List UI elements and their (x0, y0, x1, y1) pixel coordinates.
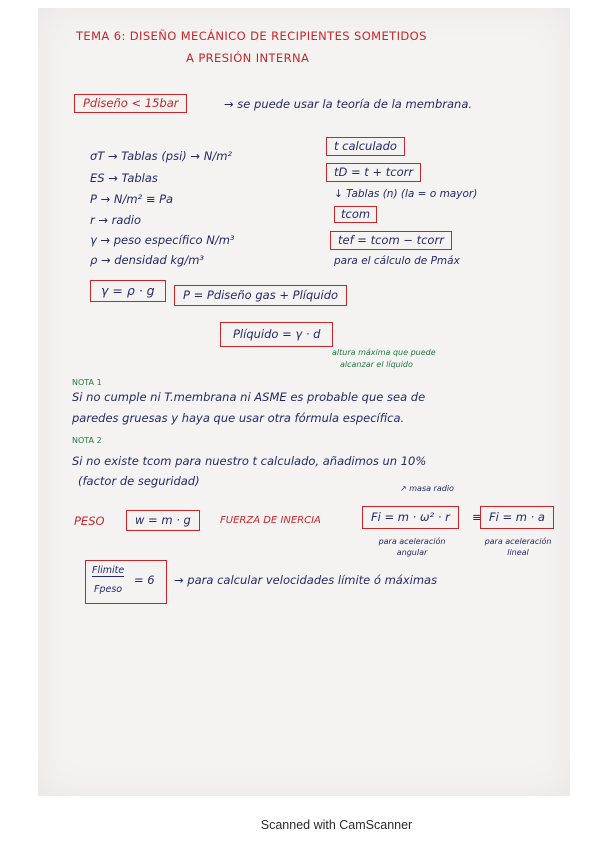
lineal-note-line-1: para aceleración (484, 537, 552, 546)
limit-ratio-numerator: Flimite (92, 565, 125, 576)
limit-ratio-box (85, 560, 167, 604)
equivalence-symbol: ≡ (472, 510, 482, 524)
lineal-note-line-2: lineal (507, 548, 529, 557)
camscanner-footer: Scanned with CamScanner (260, 818, 413, 832)
nota-2-label: NOTA 2 (72, 436, 102, 445)
pdiseno-condition-box: Pdiseño < 15bar (74, 94, 187, 113)
nota-2-line-1: Si no existe tcom para nuestro t calculado, añadimos un 10% (72, 454, 427, 468)
tablas-note: ↓ Tablas (n) (la = o mayor) (334, 188, 478, 200)
peso-formula-box: w = m · g (126, 510, 200, 531)
angular-note-line-1: para aceleración (378, 537, 446, 546)
angular-note-line-2: angular (396, 548, 428, 557)
peso-label: PESO (74, 514, 105, 528)
limit-velocity-note: → para calcular velocidades límite ó máximas (174, 573, 438, 587)
nota-1-line-1: Si no cumple ni T.membrana ni ASME es probable que sea de (72, 390, 426, 404)
page-title-line-1: TEMA 6: DISEÑO MECÁNICO DE RECIPIENTES SOMETIDOS (76, 29, 427, 43)
fi-lineal-box: Fi = m · a (480, 506, 554, 529)
t-diseno-box: tD = t + tcorr (326, 163, 421, 182)
definition-item: ES → Tablas (90, 171, 158, 185)
nota-2-line-2: (factor de seguridad) (78, 474, 200, 488)
inercia-label: FUERZA DE INERCIA (220, 515, 321, 526)
pmax-note: para el cálculo de Pmáx (334, 255, 460, 267)
limit-ratio-denominator: Fpeso (94, 584, 123, 595)
masa-radio-note: ↗ masa radio (400, 484, 454, 493)
pressure-formula-box: P = Pdiseño gas + Plíquido (174, 285, 347, 306)
altura-note-line-1: altura máxima que puede (332, 348, 436, 357)
definition-item: σT → Tablas (psi) → N/m² (90, 149, 233, 163)
definition-item: P → N/m² ≡ Pa (90, 192, 174, 206)
nota-1-label: NOTA 1 (72, 378, 102, 387)
definition-item: r → radio (90, 213, 141, 227)
limit-ratio-value: = 6 (134, 573, 155, 587)
definition-item: γ → peso específico N/m³ (90, 233, 235, 247)
altura-note-line-2: alcanzar el líquido (340, 360, 413, 369)
scanned-page (38, 8, 570, 796)
definition-item: ρ → densidad kg/m³ (90, 253, 205, 267)
nota-1-line-2: paredes gruesas y haya que usar otra fórmula específica. (72, 411, 405, 425)
membrane-theory-note: → se puede usar la teoría de la membrana. (224, 97, 473, 111)
pliquido-formula-box: Plíquido = γ · d (220, 322, 333, 347)
t-com-box: tcom (334, 206, 377, 223)
page-title-line-2: A PRESIÓN INTERNA (186, 51, 310, 65)
gamma-formula-box: γ = ρ · g (90, 280, 166, 302)
fi-angular-box: Fi = m · ω² · r (362, 506, 459, 529)
t-ef-box: tef = tcom − tcorr (330, 231, 452, 250)
t-calculado-box: t calculado (326, 137, 405, 156)
